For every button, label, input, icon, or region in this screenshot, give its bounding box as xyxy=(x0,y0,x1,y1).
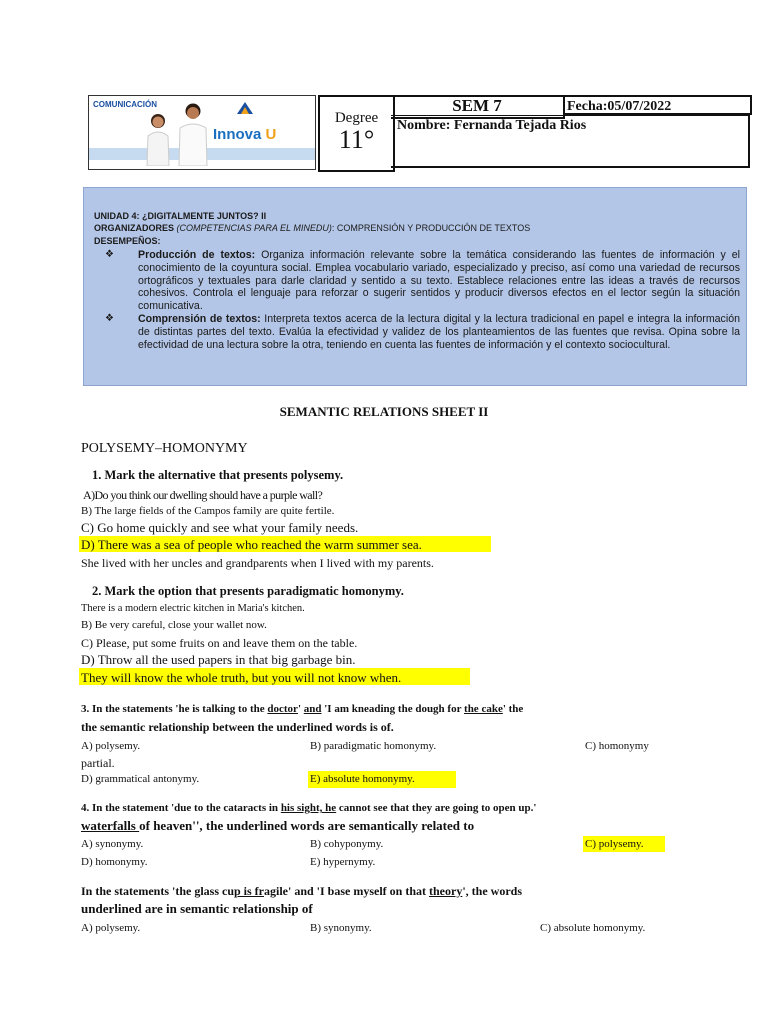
q5-option-c: C) absolute homonymy. xyxy=(540,922,646,934)
brand-logo: Innova U xyxy=(213,126,277,143)
question-4-line2: waterfalls of heaven'', the underlined words are semantically related to xyxy=(81,818,475,833)
question-1: 1. Mark the alternative that presents polysemy. xyxy=(92,468,344,482)
production-paragraph: Producción de textos: Organiza información relevante sobre la temática considerando las fuentes de información y el conocimiento de la coyuntura social. Emplea vocabulario variado, especializado y preciso, así como una variedad de recursos ortográficos y textuales para darle claridad y sentido a su texto. Establece relaciones entre las ideas a través de recursos cohesivos. Controla el lenguaje para reforzar o sugerir sentidos y producir diversos efectos en el lector según la situación comunicativa. xyxy=(138,249,740,313)
question-5-line2: underlined are in semantic relationship of xyxy=(81,901,313,916)
header-banner xyxy=(88,95,316,170)
unit-title: UNIDAD 4: ¿DIGITALMENTE JUNTOS? II xyxy=(94,211,267,221)
q3-option-b: B) paradigmatic homonymy. xyxy=(310,740,437,752)
q3-option-c-cont: partial. xyxy=(81,756,115,770)
q5-option-a: A) polysemy. xyxy=(81,922,141,934)
q2-option-e: They will know the whole truth, but you will not know when. xyxy=(81,670,402,685)
q3-option-c: C) homonymy xyxy=(585,740,649,752)
sem-cell: SEM 7 xyxy=(391,95,565,119)
q4-option-c: C) polysemy. xyxy=(585,838,644,850)
q2-option-d: D) Throw all the used papers in that big garbage bin. xyxy=(81,652,356,667)
degree-label: Degree xyxy=(334,110,379,126)
question-2: 2. Mark the option that presents paradigmatic homonymy. xyxy=(92,584,404,598)
q5-option-b: B) synonymy. xyxy=(310,922,372,934)
q4-option-a: A) synonymy. xyxy=(81,838,144,850)
banner-label: COMUNICACIÓN xyxy=(93,100,157,109)
bullet-icon: ❖ xyxy=(105,249,114,260)
fecha-cell: Fecha:05/07/2022 xyxy=(563,95,752,115)
question-4: 4. In the statement 'due to the cataracts in his sight, he cannot see that they are going to open up.' xyxy=(81,802,537,814)
q4-option-b: B) cohyponymy. xyxy=(310,838,384,850)
question-3-line2: the semantic relationship between the underlined words is of. xyxy=(81,720,394,734)
student-boy-image xyxy=(177,100,209,166)
q1-option-e: She lived with her uncles and grandparents when I lived with my parents. xyxy=(81,556,434,570)
degree-value: 11° xyxy=(338,125,375,154)
q1-option-c: C) Go home quickly and see what your family needs. xyxy=(81,520,359,535)
q3-option-d: D) grammatical antonymy. xyxy=(81,773,200,785)
q3-option-a: A) polysemy. xyxy=(81,740,141,752)
q2-option-a: There is a modern electric kitchen in Maria's kitchen. xyxy=(81,603,305,614)
q4-option-d: D) homonymy. xyxy=(81,856,148,868)
q1-option-d: D) There was a sea of people who reached the warm summer sea. xyxy=(81,537,422,552)
question-3: 3. In the statements 'he is talking to the doctor' and 'I am kneading the dough for the cake' the xyxy=(81,703,524,715)
q3-option-e: E) absolute homonymy. xyxy=(310,773,415,785)
bullet-icon: ❖ xyxy=(105,313,114,324)
q4-option-e: E) hypernymy. xyxy=(310,856,376,868)
question-5: In the statements 'the glass cup is fragile' and 'I base myself on that theory', the words xyxy=(81,884,523,898)
unit-organizers: ORGANIZADORES (COMPETENCIAS PARA EL MINEDU): COMPRENSIÓN Y PRODUCCIÓN DE TEXTOS xyxy=(94,223,531,233)
q1-option-a: A)Do you think our dwelling should have a purple wall? xyxy=(83,488,323,502)
q1-option-b: B) The large fields of the Campos family are quite fertile. xyxy=(81,505,335,517)
q2-option-c: C) Please, put some fruits on and leave them on the table. xyxy=(81,636,358,650)
school-logo-icon xyxy=(235,100,255,116)
unit-performances: DESEMPEÑOS: xyxy=(94,236,161,246)
q2-option-b: B) Be very careful, close your wallet now. xyxy=(81,619,267,631)
degree-cell xyxy=(318,95,395,172)
student-girl-image xyxy=(144,110,172,166)
section-heading: POLYSEMY–HOMONYMY xyxy=(81,441,248,456)
comprehension-paragraph: Comprensión de textos: Interpreta textos acerca de la lectura digital y la lectura tradicional en papel e integra la información de distintas partes del texto. Evalúa la efectividad y validez de los planteamientos de las fuentes que revisa. Opina sobre la efectividad de una lectura sobre la otra, teniendo en cuenta las fuentes de información y el contexto sociocultural. xyxy=(138,313,740,351)
nombre-cell: Nombre: Fernanda Tejada Rios xyxy=(391,115,750,168)
unit-box xyxy=(83,187,747,386)
sheet-title: SEMANTIC RELATIONS SHEET II xyxy=(279,404,489,419)
